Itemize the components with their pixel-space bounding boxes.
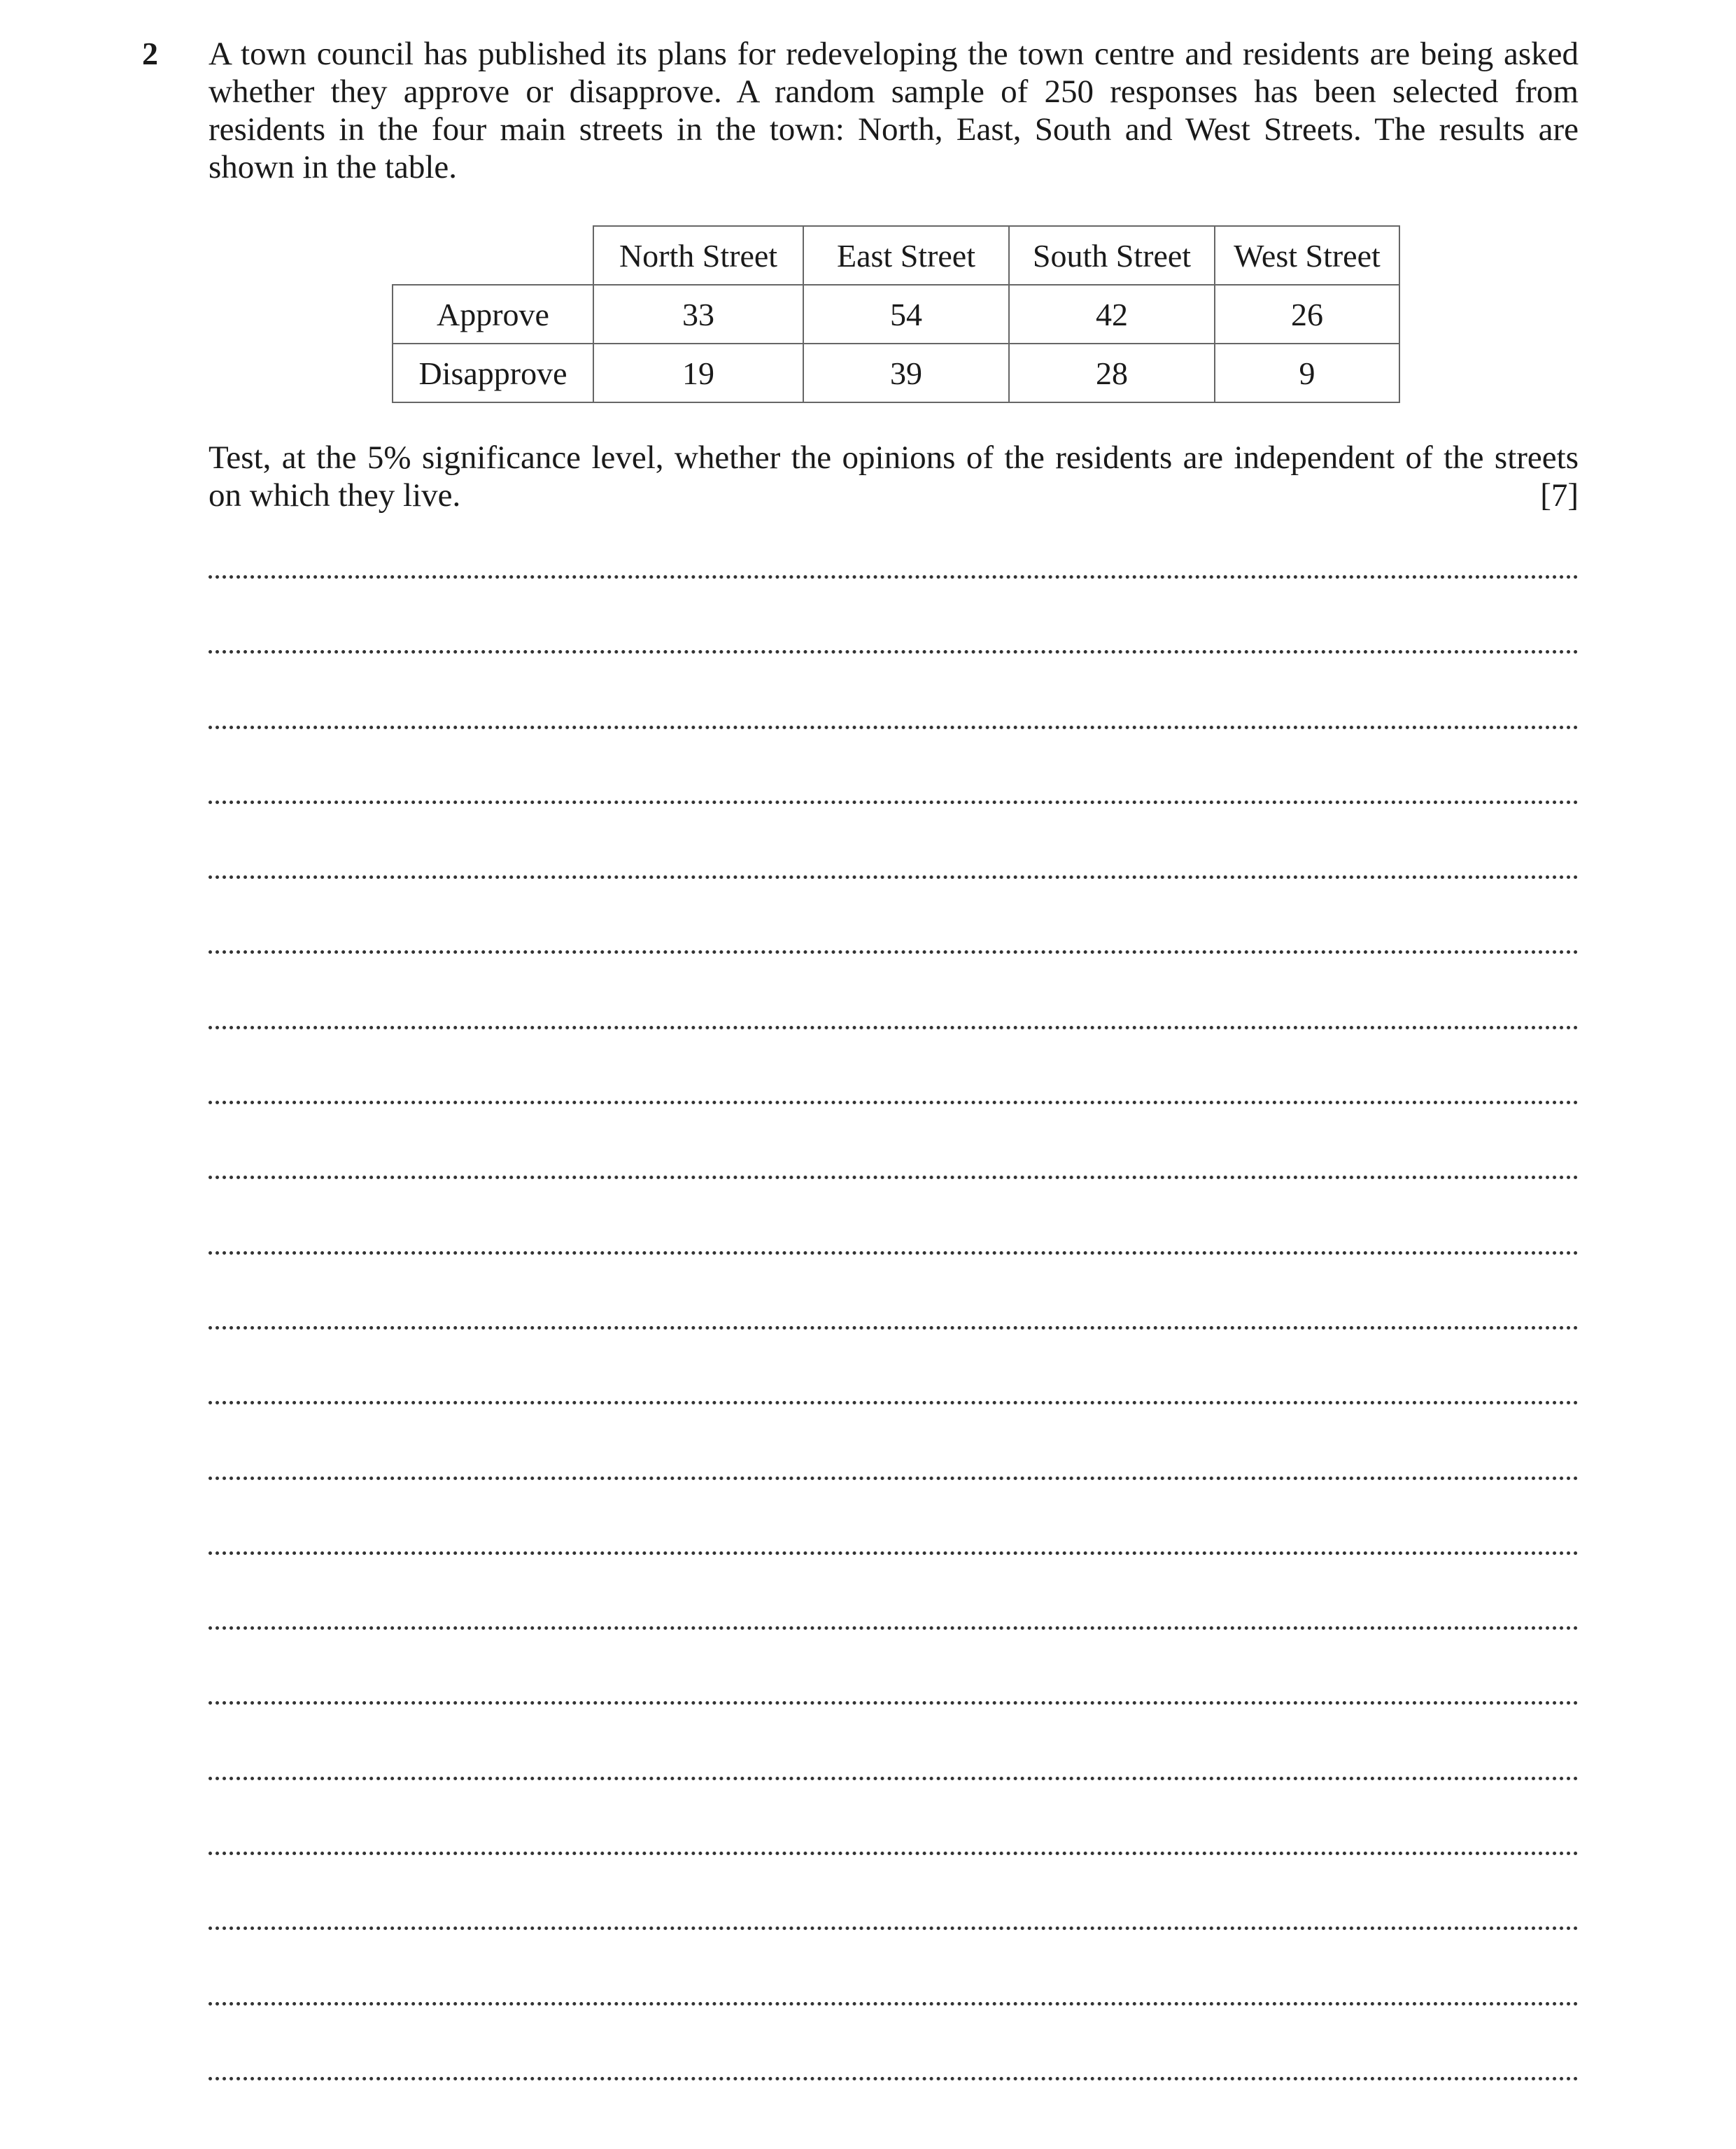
results-table <box>392 225 1400 403</box>
question-task <box>209 439 1579 514</box>
cell-approve-west: 26 <box>1215 285 1399 344</box>
cell-disapprove-west: 9 <box>1215 344 1399 402</box>
task-text-line2-wrapper <box>209 477 1579 514</box>
row-label-approve: Approve <box>393 285 593 344</box>
marks-label: [7] <box>1540 477 1579 514</box>
answer-line[interactable] <box>209 1930 1579 2005</box>
question-number: 2 <box>142 36 158 71</box>
answer-line[interactable] <box>209 1179 1579 1254</box>
answer-line[interactable] <box>209 1480 1579 1555</box>
answer-line[interactable] <box>209 654 1579 728</box>
answer-line[interactable] <box>209 804 1579 879</box>
answer-line[interactable] <box>209 1780 1579 1855</box>
answer-line[interactable] <box>209 1029 1579 1104</box>
table-row-approve <box>393 285 1399 344</box>
answer-line[interactable] <box>209 1855 1579 1930</box>
answer-line[interactable] <box>209 1630 1579 1705</box>
answer-line[interactable] <box>209 1330 1579 1404</box>
task-text-line1: Test, at the 5% significance level, whether the opinions of the residents are independent of the streets <box>209 439 1579 476</box>
answer-area[interactable] <box>209 575 1579 2080</box>
column-header-south: South Street <box>1009 226 1215 285</box>
task-text-line2: on which they live. <box>209 477 461 514</box>
answer-line[interactable] <box>209 1255 1579 1330</box>
cell-disapprove-south: 28 <box>1009 344 1215 402</box>
answer-line[interactable] <box>209 879 1579 954</box>
cell-disapprove-east: 39 <box>803 344 1009 402</box>
column-header-east: East Street <box>803 226 1009 285</box>
cell-approve-south: 42 <box>1009 285 1215 344</box>
answer-line[interactable] <box>209 579 1579 654</box>
question-stem: A town council has published its plans for redeveloping the town centre and residents are being asked whether they approve or disapprove. A random sample of 250 responses has been selected from residents in the four main streets in the town: North, East, South and West Streets. The results are shown in the table. <box>209 36 1579 185</box>
answer-line[interactable] <box>209 1104 1579 1179</box>
row-label-disapprove: Disapprove <box>393 344 593 402</box>
answer-line[interactable] <box>209 2006 1579 2080</box>
table-row-disapprove <box>393 344 1399 402</box>
cell-disapprove-north: 19 <box>593 344 803 402</box>
table-header-row <box>393 226 1399 285</box>
answer-line[interactable] <box>209 1705 1579 1780</box>
table-corner-cell <box>393 226 593 285</box>
column-header-west: West Street <box>1215 226 1399 285</box>
cell-approve-east: 54 <box>803 285 1009 344</box>
answer-line[interactable] <box>209 729 1579 804</box>
column-header-north: North Street <box>593 226 803 285</box>
answer-line[interactable] <box>209 1555 1579 1630</box>
answer-line[interactable] <box>209 1404 1579 1479</box>
cell-approve-north: 33 <box>593 285 803 344</box>
answer-line[interactable] <box>209 954 1579 1029</box>
